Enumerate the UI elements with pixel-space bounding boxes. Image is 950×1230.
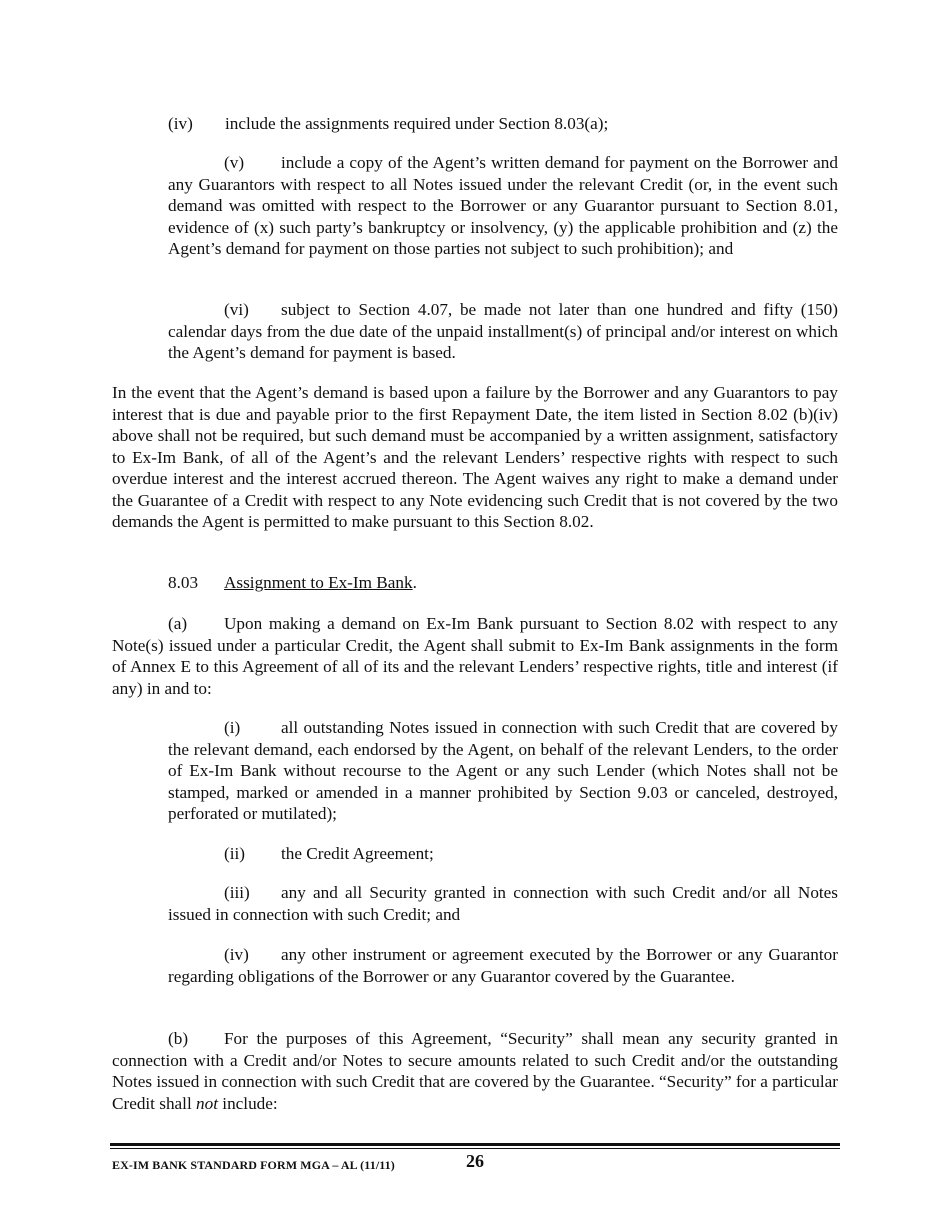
item-number: (v) — [224, 153, 245, 172]
footer-rule-thin — [110, 1148, 840, 1149]
emphasis-text: not — [196, 1093, 218, 1113]
item-text: any and all Security granted in connection with such Credit and/or all Notes issued in connection with such Credit; and — [168, 883, 838, 924]
item-number: (iv) — [224, 945, 249, 964]
list-item — [168, 882, 838, 925]
item-number: (b) — [168, 1029, 189, 1048]
page-number: 26 — [466, 1151, 484, 1171]
item-number: (i) — [224, 718, 241, 737]
item-text: the Credit Agreement; — [281, 844, 434, 863]
list-item — [168, 843, 838, 865]
item-text: include a copy of the Agent’s written demand for payment on the Borrower and any Guarantors with respect to all Notes issued under the relevant Credit (or, in the event such demand was omitted with respect to the Borrower or any Guarantor pursuant to Section 8.01, evidence of (x) such party’s bankruptcy or insolvency, (y) the applicable prohibition and (z) the Agent’s demand for payment on those parties not subject to such prohibition); and — [168, 153, 838, 258]
footer-form-label: EX-IM BANK STANDARD FORM MGA – AL (11/11) — [112, 1158, 395, 1172]
item-number: (iii) — [224, 883, 250, 902]
paragraph-a — [112, 613, 838, 699]
item-text: any other instrument or agreement executed by the Borrower or any Guarantor regarding obligations of the Borrower or any Guarantor covered by the Guarantee. — [168, 945, 838, 986]
paragraph-event: In the event that the Agent’s demand is based upon a failure by the Borrower and any Guarantors to pay interest that is due and payable prior to the first Repayment Date, the item listed in Section 8.02 (b)(iv) above shall not be required, but such demand must be accompanied by a written assignment, satisfactory to Ex-Im Bank, of all of the Agent’s and the relevant Lenders’ respective rights with respect to such overdue interest and the interest accrued thereon. The Agent waives any right to make a demand under the Guarantee of a Credit with respect to any Note evidencing such Credit that is not covered by the two demands the Agent is permitted to make pursuant to this Section 8.02. — [112, 383, 838, 531]
item-text: all outstanding Notes issued in connection with such Credit that are covered by the relevant demand, each endorsed by the Agent, on behalf of the relevant Lenders, to the order of Ex-Im Bank without recourse to the Agent or any such Lender (which Notes shall not be stamped, marked or amended in a manner prohibited by Section 9.03 or canceled, destroyed, perforated or mutilated); — [168, 718, 838, 823]
item-number: (ii) — [224, 844, 245, 863]
list-item — [168, 944, 838, 987]
document-page — [112, 0, 838, 1230]
list-item — [168, 717, 838, 825]
paragraph-b — [112, 1028, 838, 1114]
item-text: For the purposes of this Agreement, “Security” shall mean any security granted in connection with a Credit and/or Notes to secure amounts related to such Credit and/or the outstanding Notes issued in connection with such Credit that are covered by the Guarantee. “Security” for a particular Credit shall — [112, 1029, 838, 1113]
section-title: Assignment to Ex-Im Bank — [224, 573, 413, 592]
list-item — [168, 113, 838, 135]
list-item — [168, 152, 838, 260]
item-text-tail: include: — [218, 1093, 278, 1113]
footer-rule-thick — [110, 1143, 840, 1146]
item-text: Upon making a demand on Ex-Im Bank pursuant to Section 8.02 with respect to any Note(s) issued under a particular Credit, the Agent shall submit to Ex-Im Bank assignments in the form of Annex E to this Agreement of all of its and the relevant Lenders’ respective rights, title and interest (if any) in and to: — [112, 614, 838, 698]
item-number: (iv) — [168, 114, 193, 133]
section-heading — [112, 572, 838, 594]
item-number: (a) — [168, 614, 188, 633]
list-item — [168, 299, 838, 364]
section-punct: . — [412, 573, 417, 592]
item-text: include the assignments required under Section 8.03(a); — [225, 114, 609, 133]
item-number: (vi) — [224, 300, 249, 319]
section-number: 8.03 — [168, 573, 199, 592]
item-text: subject to Section 4.07, be made not later than one hundred and fifty (150) calendar days from the due date of the unpaid installment(s) of principal and/or interest on which the Agent’s demand for payment is based. — [168, 300, 838, 362]
